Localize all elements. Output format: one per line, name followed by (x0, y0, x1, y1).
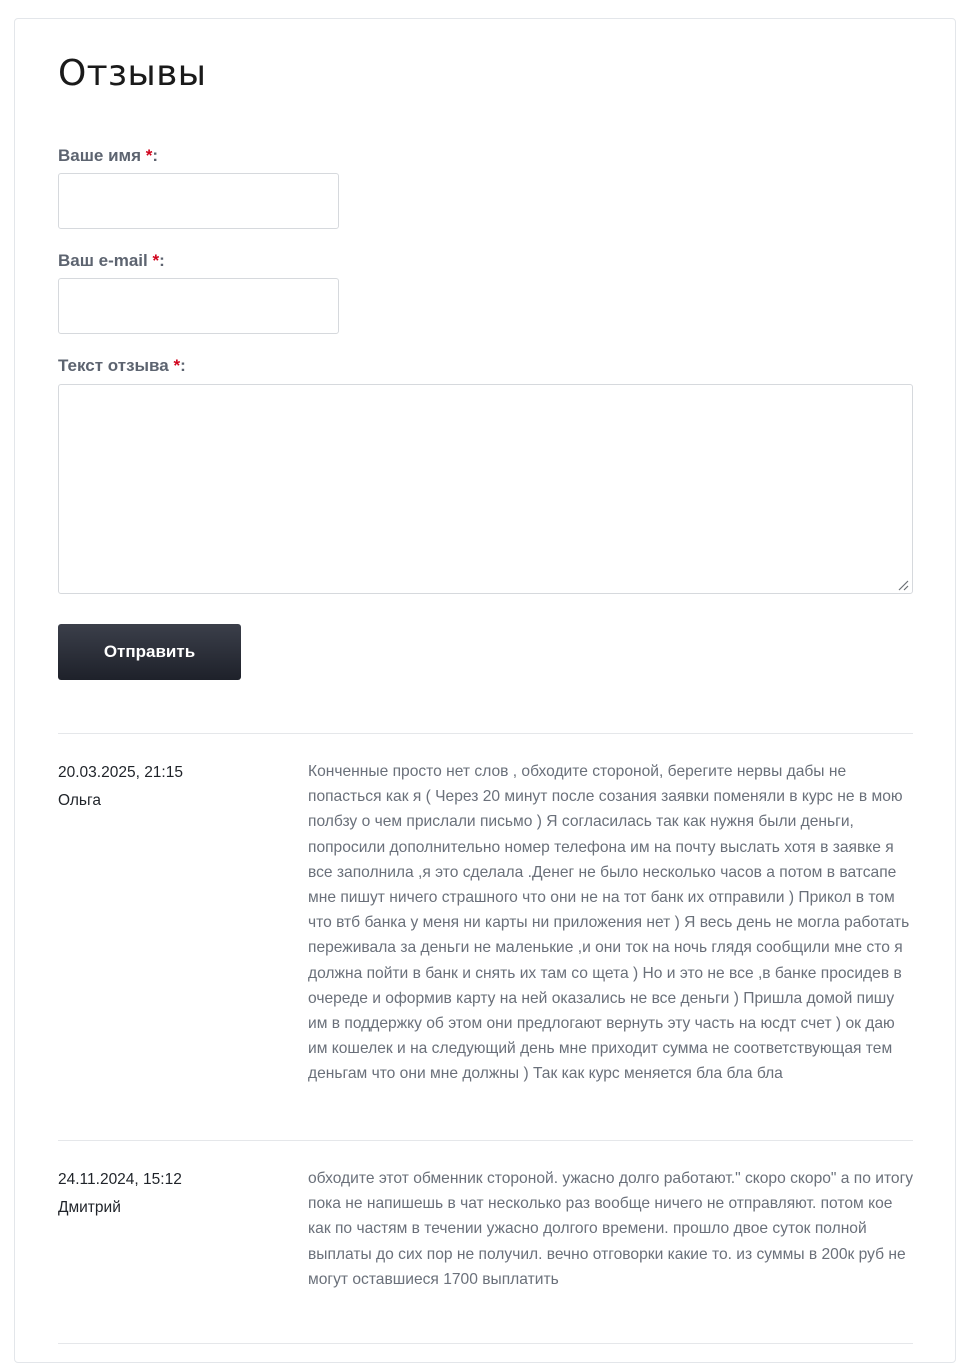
email-label (58, 251, 165, 271)
review-text: обходите этот обменник стороной. ужасно долго работают." скоро скоро" а по итогу пока не напишешь в чат несколько раз вообще ничего не отправляют. потом кое как по частям в течении ужасно долгого времени. прошло двое суток полной выплаты до сих пор не получил. вечно отговорки какие то. из суммы в 200к руб не могут оставшиеся 1700 выплатить (308, 1170, 914, 1288)
review-textarea[interactable] (58, 384, 913, 594)
submit-button[interactable]: Отправить (58, 624, 241, 680)
review-text: Конченные просто нет слов , обходите стороной, берегите нервы дабы не попасться как я ( Через 20 минут после созания заявки поменяли в курс не в мою полбзу о чем прислали письмо ) Я согласилась так как нужня были деньги, попросили дополнительно номер телефона им на почту выслать хотя в заявке я все заполнила ,я это сделала .Денег не было несколько часов а потом в ватсапе мне пишут ничего страшного что они не на тот банк их отправили ) Прикол в том что втб банка у меня ни карты ни приложения нет ) Я весь день не могла работать переживала за деньги не маленькие ,и они ток на ночь глядя сообщили мне сто я должна пойти в банк и снять их там со щета ) Но и это не все ,в банке просидев в очереде и оформив карту на ней оказались не все деньги ) Пришла домой пишу им в поддержку об этом они предлогают вернуть эту часть на юсдт счет ) ок даю им кошелек и на следующий день мне приходит сумма не соответствующая тем деньгам что они мне должны ) Так как курс меняется бла бла бла (308, 763, 910, 1083)
label-colon: : (152, 146, 159, 165)
review-author: Дмитрий (58, 1199, 121, 1216)
review-author: Ольга (58, 792, 101, 809)
divider (58, 733, 913, 734)
name-label-text: Ваше имя (58, 146, 142, 165)
review-item (58, 759, 913, 1129)
divider (58, 1343, 913, 1344)
email-input[interactable] (58, 278, 339, 334)
name-input[interactable] (58, 173, 339, 229)
required-mark: * (145, 146, 153, 165)
review-text-label (58, 356, 186, 376)
review-item (58, 1166, 913, 1336)
review-date: 20.03.2025, 21:15 (58, 764, 183, 781)
reviews-card (14, 18, 956, 1363)
review-text-label-text: Текст отзыва (58, 356, 169, 375)
review-date: 24.11.2024, 15:12 (58, 1171, 182, 1188)
review-meta (58, 1166, 288, 1222)
label-colon: : (180, 356, 186, 375)
name-label (58, 146, 158, 166)
review-meta (58, 759, 288, 815)
required-mark: * (173, 356, 181, 375)
required-mark: * (152, 251, 160, 270)
divider (58, 1140, 913, 1141)
resize-grip-icon[interactable] (898, 580, 909, 591)
page-title: Отзывы (58, 53, 207, 94)
label-colon: : (159, 251, 165, 270)
email-label-text: Ваш e-mail (58, 251, 148, 270)
